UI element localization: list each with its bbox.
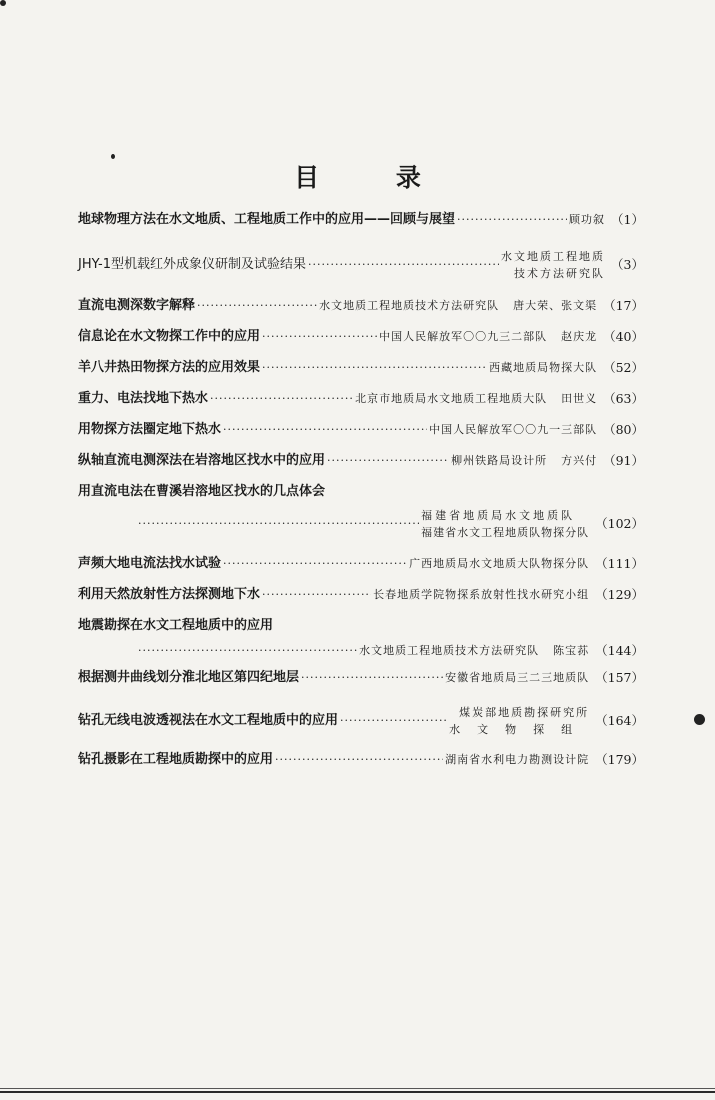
scan-speck xyxy=(111,154,115,159)
entry-page: （17） xyxy=(603,298,644,314)
entry-author-block xyxy=(449,704,589,738)
entry-title: 声频大地电流法找水试验 xyxy=(78,556,222,571)
entry-author-line: 福建省地质局水文地质队 xyxy=(421,508,576,522)
entry-title: 羊八井热田物探方法的应用效果 xyxy=(78,360,261,375)
entry-org: 北京市地质局水文地质工程地质大队 xyxy=(355,392,548,406)
entry-title: 直流电测深数字解释 xyxy=(78,298,196,313)
page-edge-line xyxy=(0,1088,715,1089)
entry-title: JHY-1型机载红外成象仪研制及试验结果 xyxy=(78,256,306,272)
entry-page: （3） xyxy=(611,256,644,272)
toc-entry[interactable] xyxy=(78,212,644,229)
leader-dots xyxy=(457,213,567,227)
entry-title: 地震勘探在水文工程地质中的应用 xyxy=(78,618,274,633)
binding-hole-mark xyxy=(694,714,705,725)
toc-entry[interactable] xyxy=(78,704,644,738)
entry-page: （80） xyxy=(603,422,644,438)
toc-entry[interactable] xyxy=(78,360,644,377)
leader-dots xyxy=(223,423,427,437)
entry-title: 纵轴直流电测深法在岩溶地区找水中的应用 xyxy=(78,453,326,468)
entry-title: 根据测井曲线划分淮北地区第四纪地层 xyxy=(78,670,300,685)
entry-page: （144） xyxy=(595,642,644,658)
page-bottom-border xyxy=(0,1091,715,1093)
entry-author: 陈宝荪 xyxy=(553,643,590,657)
leader-dots xyxy=(262,330,377,344)
entry-org: 广西地质局水文地质大队物探分队 xyxy=(409,557,590,571)
toc-entry[interactable] xyxy=(78,556,644,573)
entry-author: 方兴付 xyxy=(561,454,598,468)
entry-author-line: 水文地质工程地质 xyxy=(501,250,606,263)
entry-author: 唐大荣、张文渠 xyxy=(513,299,598,313)
entry-title: 钻孔摄影在工程地质勘探中的应用 xyxy=(78,752,274,767)
leader-dots xyxy=(210,392,353,406)
toc-entry[interactable] xyxy=(78,248,644,282)
leader-dots xyxy=(138,644,357,658)
entry-author: 顾功叙 xyxy=(569,213,606,227)
entry-page: （40） xyxy=(603,329,644,345)
entry-page: （1） xyxy=(611,212,644,228)
entry-title: 钻孔无线电波透视法在水文工程地质中的应用 xyxy=(78,712,339,728)
leader-dots xyxy=(308,258,499,272)
entry-title: 用物探方法圈定地下热水 xyxy=(78,422,222,437)
entry-page: （91） xyxy=(603,453,644,469)
entry-org: 水文地质工程地质技术方法研究队 xyxy=(359,643,540,657)
entry-author-line: 福建省水文工程地质队物探分队 xyxy=(421,525,590,539)
toc-entry[interactable] xyxy=(78,422,644,439)
leader-dots xyxy=(223,557,407,571)
toc-entry[interactable] xyxy=(78,670,644,687)
entry-page: （164） xyxy=(595,712,644,728)
entry-author: 田世义 xyxy=(561,392,598,406)
entry-page: （63） xyxy=(603,391,644,407)
toc-entry[interactable] xyxy=(78,587,644,604)
entry-title: 用直流电法在曹溪岩溶地区找水的几点体会 xyxy=(78,484,326,499)
entry-org: 西藏地质局物探大队 xyxy=(489,361,598,375)
page-title: 目 录 xyxy=(294,163,455,192)
toc-entry[interactable] xyxy=(78,329,644,346)
leader-dots xyxy=(275,753,443,767)
toc-entry[interactable] xyxy=(78,752,644,769)
entry-org: 安徽省地质局三二三地质队 xyxy=(445,671,590,685)
entry-page: （157） xyxy=(595,670,644,686)
leader-dots xyxy=(327,454,449,468)
entry-title: 地球物理方法在水文地质、工程地质工作中的应用——回顾与展望 xyxy=(78,212,456,227)
leader-dots xyxy=(340,714,447,728)
entry-org: 水文地质工程地质技术方法研究队 xyxy=(319,299,500,313)
leader-dots xyxy=(138,517,419,531)
entry-org: 湖南省水利电力勘测设计院 xyxy=(445,753,590,767)
entry-title: 重力、电法找地下热水 xyxy=(78,391,209,406)
entry-org: 中国人民解放军〇〇九一三部队 xyxy=(429,423,598,437)
entry-author-block xyxy=(421,507,589,541)
entry-title: 利用天然放射性方法探测地下水 xyxy=(78,587,261,602)
leader-dots xyxy=(301,671,443,685)
entry-page: （52） xyxy=(603,360,644,376)
entry-title: 信息论在水文物探工作中的应用 xyxy=(78,329,261,344)
entry-page: （111） xyxy=(595,556,644,572)
toc-entry[interactable] xyxy=(78,453,644,470)
leader-dots xyxy=(262,588,371,602)
entry-org: 长春地质学院物探系放射性找水研究小组 xyxy=(373,588,590,602)
entry-author-line: 水文物探组 xyxy=(449,723,590,737)
entry-page: （102） xyxy=(595,515,644,531)
entry-author-line: 煤炭部地质勘探研究所 xyxy=(459,706,590,719)
toc-entry[interactable] xyxy=(78,298,644,315)
entry-org: 柳州铁路局设计所 xyxy=(451,454,548,468)
scan-speck xyxy=(0,0,6,6)
entry-author-line: 技术方法研究队 xyxy=(514,267,606,281)
entry-author: 赵庆龙 xyxy=(561,330,598,344)
toc-entry[interactable] xyxy=(78,391,644,408)
entry-org: 中国人民解放军〇〇九三二部队 xyxy=(379,330,548,344)
toc-entry[interactable] xyxy=(78,484,644,541)
toc-entry[interactable] xyxy=(78,618,644,659)
entry-page: （179） xyxy=(595,752,644,768)
entry-page: （129） xyxy=(595,587,644,603)
leader-dots xyxy=(197,299,317,313)
entry-author-block xyxy=(501,248,605,282)
leader-dots xyxy=(262,361,487,375)
